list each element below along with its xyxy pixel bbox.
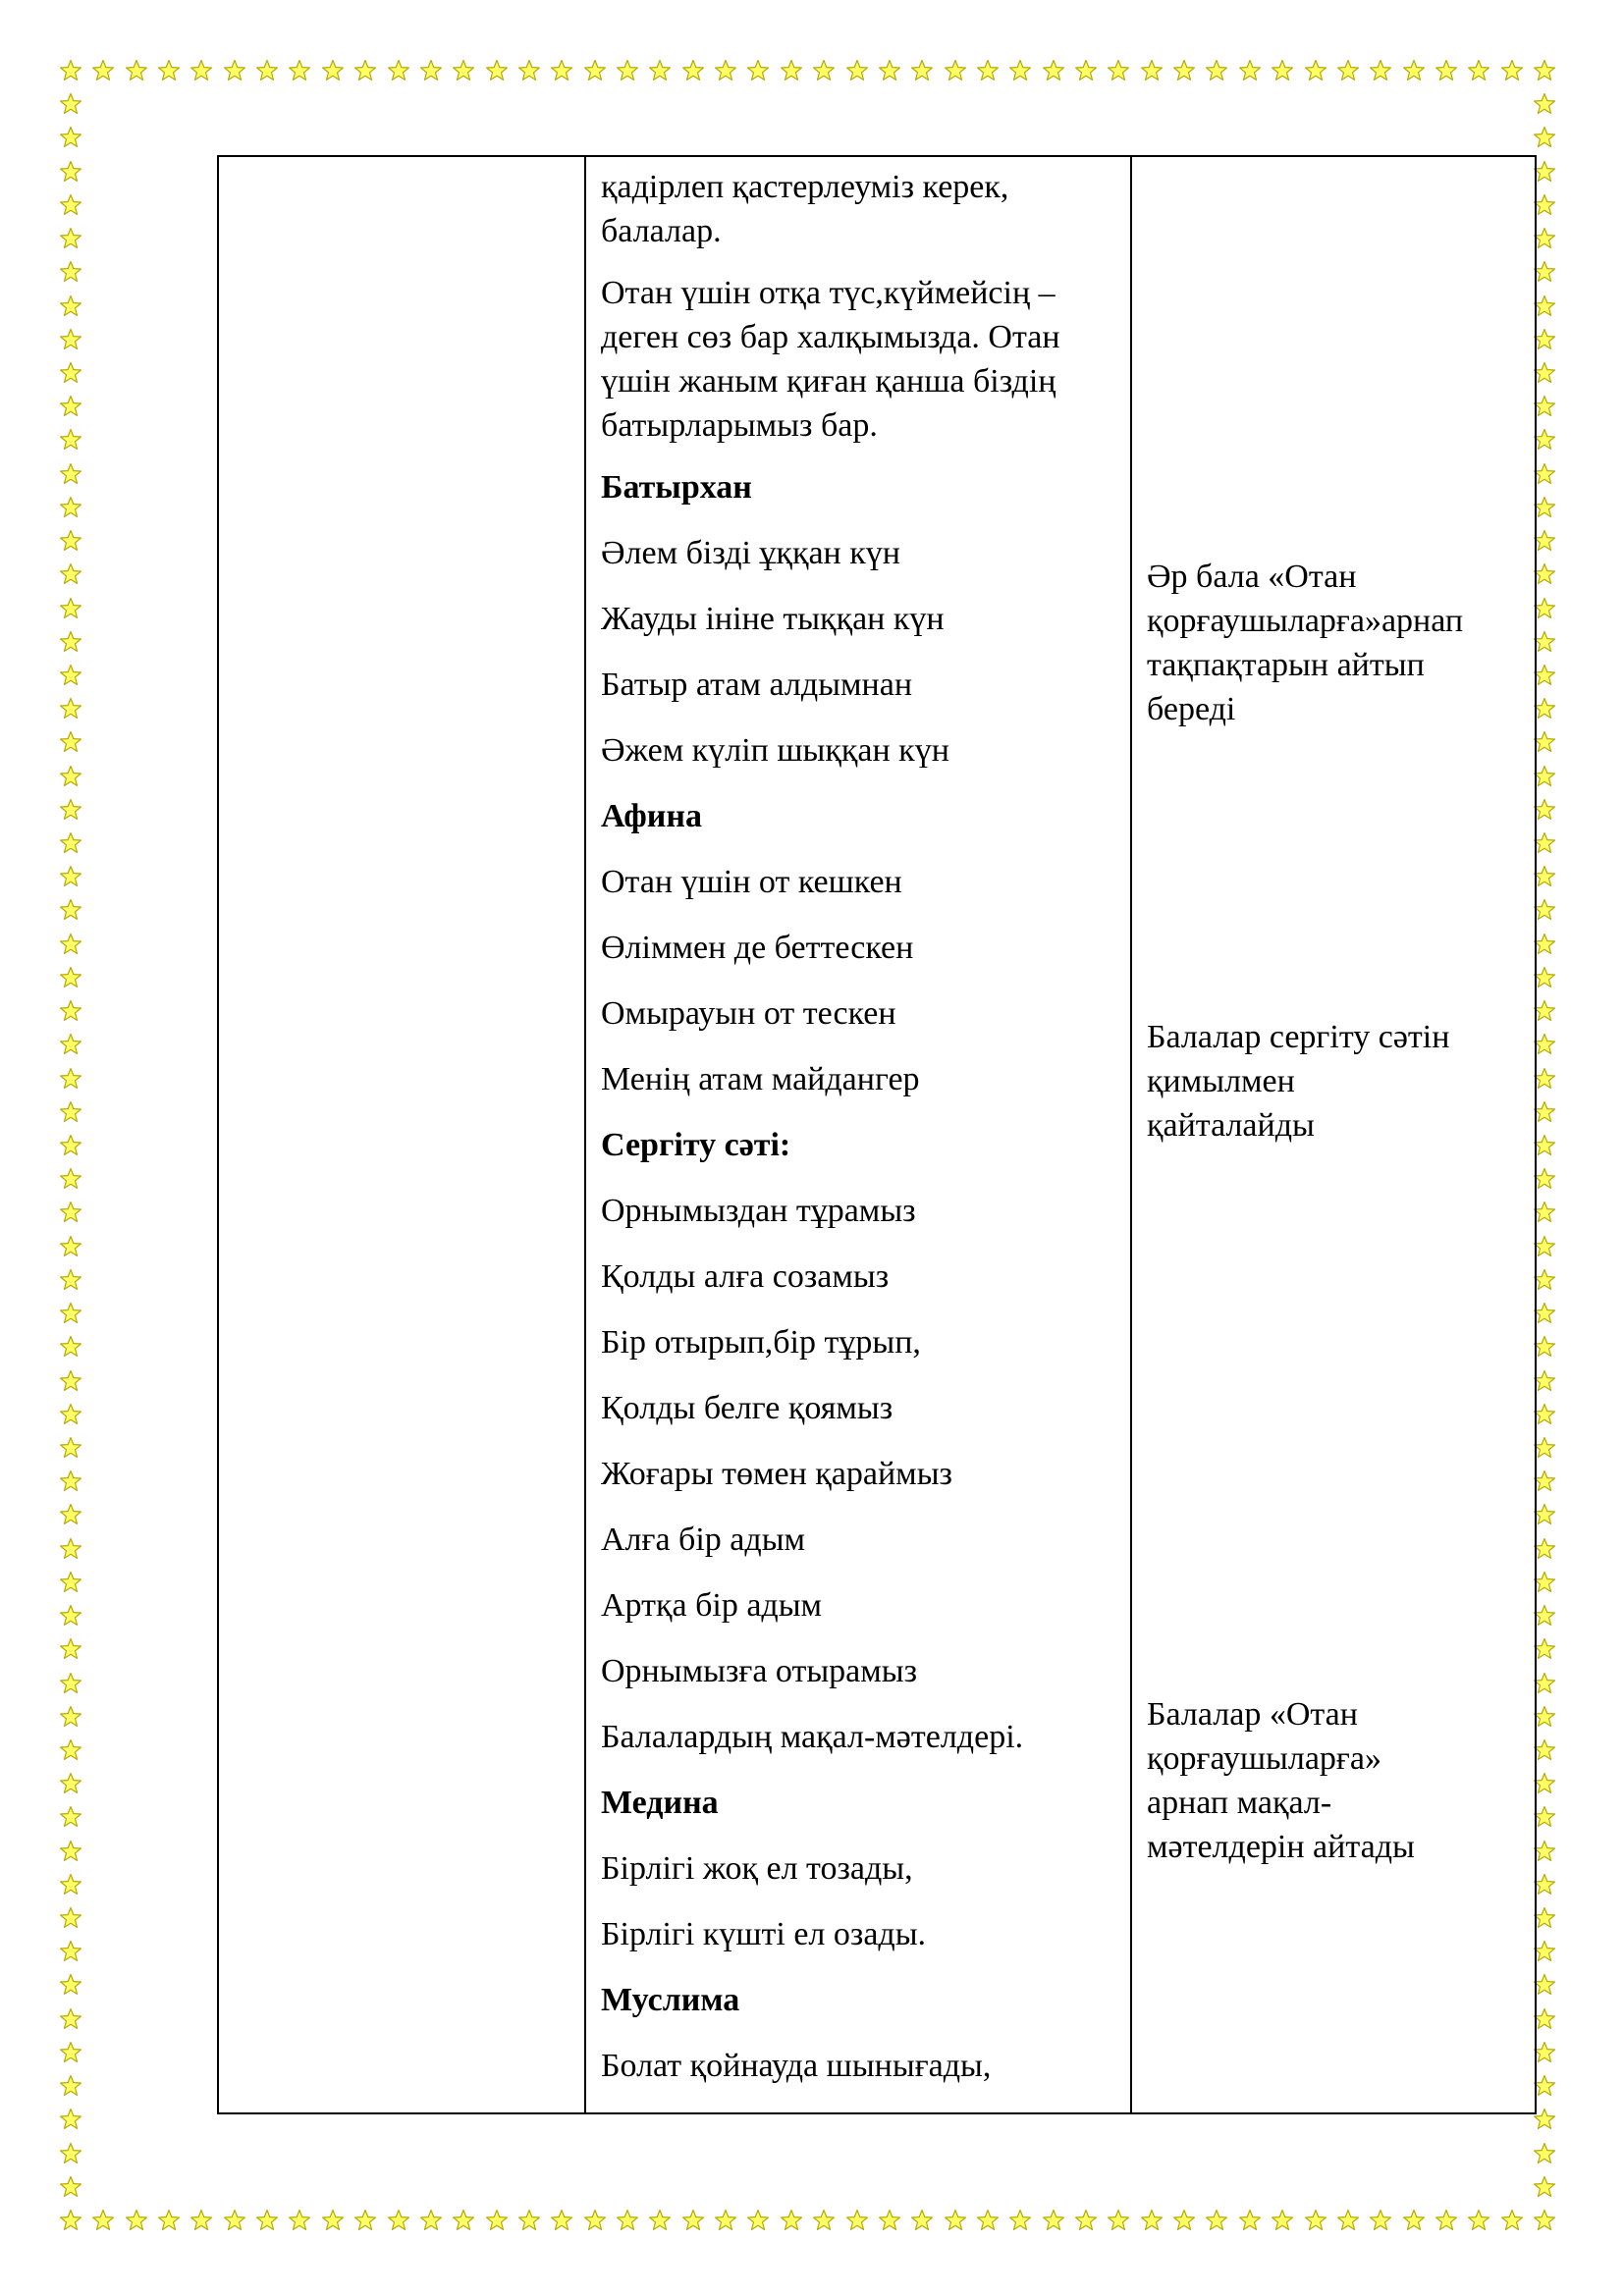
exercise-line: Қолды белге қоямыз [601,1390,893,1426]
star-icon [59,1134,82,1157]
exercise-line: Артқа бір адым [601,1587,823,1624]
star-icon [59,1840,82,1863]
star-icon [1140,59,1164,82]
star-icon [59,597,82,620]
star-icon [59,765,82,788]
star-icon [1533,2209,1556,2232]
star-icon [1074,2209,1098,2232]
exercise-line: Бір отырып,бір тұрып, [601,1324,921,1361]
star-icon [1008,59,1032,82]
star-icon [944,2209,967,2232]
star-icon [1042,2209,1065,2232]
star-icon [59,1302,82,1325]
star-icon [845,59,869,82]
note-line: береді [1147,691,1236,727]
star-icon [780,2209,803,2232]
star-icon [223,2209,246,2232]
star-icon [125,2209,148,2232]
star-icon [1172,2209,1196,2232]
star-icon [59,1604,82,1628]
star-icon [1533,2175,1556,2199]
poem-line: Әжем күліп шыққан күн [601,732,949,769]
speaker-name: Муслима [601,1982,740,2018]
star-icon [59,831,82,855]
star-icon [485,2209,509,2232]
star-icon [189,59,213,82]
star-icon [59,933,82,956]
star-icon [255,2209,279,2232]
star-icon [1205,59,1228,82]
star-icon [1304,2209,1327,2232]
star-icon [59,260,82,284]
star-icon [616,2209,639,2232]
star-icon [59,664,82,687]
star-icon [59,1503,82,1526]
children-note-exercise [1147,1015,1525,1148]
star-icon [59,1973,82,1997]
star-icon [714,2209,737,2232]
star-icon [59,1235,82,1258]
speaker-name: Медина [601,1785,719,1821]
star-icon [1533,92,1556,116]
star-icon [1533,2142,1556,2165]
star-icon [387,59,410,82]
star-icon [910,59,934,82]
star-icon [944,59,967,82]
star-icon [157,2209,181,2232]
star-icon [59,395,82,418]
star-icon [746,59,770,82]
star-icon [59,361,82,385]
star-icon [1107,59,1130,82]
teacher-activity-text [586,157,1130,2088]
star-icon [1369,59,1392,82]
star-icon [59,1067,82,1091]
star-icon [59,1335,82,1359]
star-icon [59,630,82,654]
poem-line: Әлем бізді ұққан күн [601,535,900,571]
star-icon [59,1940,82,1963]
star-icon [59,1100,82,1124]
star-icon [59,92,82,116]
star-icon [59,798,82,822]
star-icon [1107,2209,1130,2232]
star-icon [59,1672,82,1695]
star-icon [1205,2209,1228,2232]
star-icon [59,2175,82,2199]
star-icon [550,59,573,82]
star-icon [353,59,377,82]
star-icon [1074,59,1098,82]
lesson-table [217,155,1537,2114]
star-icon [59,1772,82,1795]
star-icon [59,697,82,721]
star-icon [59,496,82,519]
star-icon [1533,126,1556,149]
star-icon [1500,59,1524,82]
star-icon [1533,59,1556,82]
star-icon [59,1705,82,1729]
star-icon [1336,59,1360,82]
star-icon [59,428,82,452]
star-icon [189,2209,213,2232]
star-icon [1140,2209,1164,2232]
note-line: мәтелдерін айтады [1147,1829,1415,1865]
star-icon [681,59,705,82]
star-icon [910,2209,934,2232]
opening-line: қадірлеп қастерлеуміз керек, балалар. [601,169,1009,249]
exercise-title: Сергіту сәті: [601,1127,791,1163]
star-icon [1172,59,1196,82]
star-icon [59,1167,82,1191]
star-icon [255,59,279,82]
exercise-line: Орнымызға отырамыз [601,1653,918,1689]
star-icon [976,59,1000,82]
note-line: қимылмен [1147,1063,1295,1099]
star-icon [59,126,82,149]
star-icon [1402,2209,1426,2232]
star-icon [517,59,541,82]
star-icon [648,2209,672,2232]
star-icon [1435,2209,1458,2232]
star-icon [59,193,82,217]
star-icon [550,2209,573,2232]
proverb-line: Бірлігі жоқ ел тозады, [601,1850,913,1887]
star-icon [59,2209,82,2232]
star-icon [452,2209,475,2232]
star-icon [1008,2209,1032,2232]
star-icon [59,1637,82,1661]
star-icon [583,2209,607,2232]
star-icon [59,160,82,184]
star-icon [59,730,82,754]
star-icon [91,59,115,82]
star-icon [583,59,607,82]
note-line: тақпақтарын айтып [1147,647,1425,683]
star-icon [59,562,82,586]
exercise-line: Орнымыздан тұрамыз [601,1193,916,1229]
exercise-line: Қолды алға созамыз [601,1258,890,1295]
note-line: қорғаушыларға» [1147,1740,1381,1777]
speaker-name: Батырхан [601,469,752,506]
star-icon [714,59,737,82]
star-icon [1238,2209,1262,2232]
star-icon [59,1033,82,1056]
star-icon [878,2209,901,2232]
star-icon [976,2209,1000,2232]
star-icon [59,294,82,318]
table-row [218,156,1536,2113]
exercise-line: Жоғары төмен қараймыз [601,1456,952,1492]
star-icon [1336,2209,1360,2232]
note-line: арнап мақал- [1147,1785,1332,1821]
star-icon [59,1403,82,1426]
star-icon [59,1571,82,1594]
star-icon [845,2209,869,2232]
star-icon [59,2041,82,2064]
star-icon [59,999,82,1023]
speaker-name: Афина [601,798,702,834]
star-icon [59,1201,82,1224]
star-icon [1402,59,1426,82]
star-icon [59,2142,82,2165]
proverbs-intro: Балалардың мақал-мәтелдері. [601,1719,1024,1755]
star-icon [59,1537,82,1561]
star-icon [157,59,181,82]
star-icon [1435,59,1458,82]
star-icon [485,59,509,82]
star-icon [59,1436,82,1460]
star-icon [616,59,639,82]
star-icon [59,462,82,486]
note-line: Балалар сергіту сәтін [1147,1019,1450,1055]
poem-line: Батыр атам алдымнан [601,667,913,703]
star-icon [59,1738,82,1762]
star-icon [746,2209,770,2232]
children-note-poems [1147,555,1525,731]
star-icon [59,1906,82,1930]
children-note-proverbs [1147,1692,1525,1869]
poem-line: Менің атам майдангер [601,1061,920,1097]
star-icon [59,328,82,351]
star-icon [1304,59,1327,82]
poem-line: Омырауын от тескен [601,995,896,1032]
star-icon [419,2209,443,2232]
poem-line: Жауды ініне тыққан күн [601,601,945,637]
star-icon [1271,59,1294,82]
star-icon [59,1369,82,1393]
star-icon [1369,2209,1392,2232]
star-icon [681,2209,705,2232]
star-icon [288,59,311,82]
star-icon [1500,2209,1524,2232]
star-icon [812,59,836,82]
star-icon [59,2074,82,2098]
star-icon [812,2209,836,2232]
star-icon [419,59,443,82]
star-icon [1271,2209,1294,2232]
star-icon [59,1873,82,1896]
proverb-line: Болат қойнауда шынығады, [601,2048,992,2084]
star-icon [353,2209,377,2232]
children-activity-column [1131,156,1536,2113]
star-icon [125,59,148,82]
teacher-activity-column [585,156,1131,2113]
note-line: Балалар «Отан [1147,1696,1358,1733]
proverb-line: Бірлігі күшті ел озады. [601,1916,927,1952]
opening-paragraph: Отан үшін отқа түс,күймейсің –деген сөз бар халқымызда. Отан үшін жаным қиған қанша біздің батырларымыз бар. [601,275,1060,444]
star-icon [321,59,345,82]
star-icon [59,529,82,553]
star-icon [1467,59,1490,82]
poem-line: Өліммен де беттескен [601,930,914,966]
star-icon [648,59,672,82]
star-icon [1042,59,1065,82]
star-icon [59,1469,82,1493]
note-line: Әр бала «Отан [1147,559,1357,595]
star-icon [59,865,82,888]
note-line: қорғаушыларға»арнап [1147,603,1464,639]
star-icon [223,59,246,82]
star-icon [59,898,82,922]
star-icon [59,966,82,989]
poem-line: Отан үшін от кешкен [601,864,902,900]
star-icon [517,2209,541,2232]
star-icon [59,2007,82,2031]
star-icon [1238,59,1262,82]
star-icon [59,59,82,82]
star-icon [1467,2209,1490,2232]
star-icon [452,59,475,82]
star-icon [91,2209,115,2232]
star-icon [288,2209,311,2232]
note-line: қайталайды [1147,1107,1315,1144]
star-icon [59,227,82,250]
exercise-line: Алға бір адым [601,1522,806,1558]
star-icon [321,2209,345,2232]
star-icon [780,59,803,82]
star-icon [387,2209,410,2232]
star-icon [59,1268,82,1292]
star-icon [59,2108,82,2131]
star-icon [59,1805,82,1829]
stage-column [218,156,585,2113]
star-icon [878,59,901,82]
